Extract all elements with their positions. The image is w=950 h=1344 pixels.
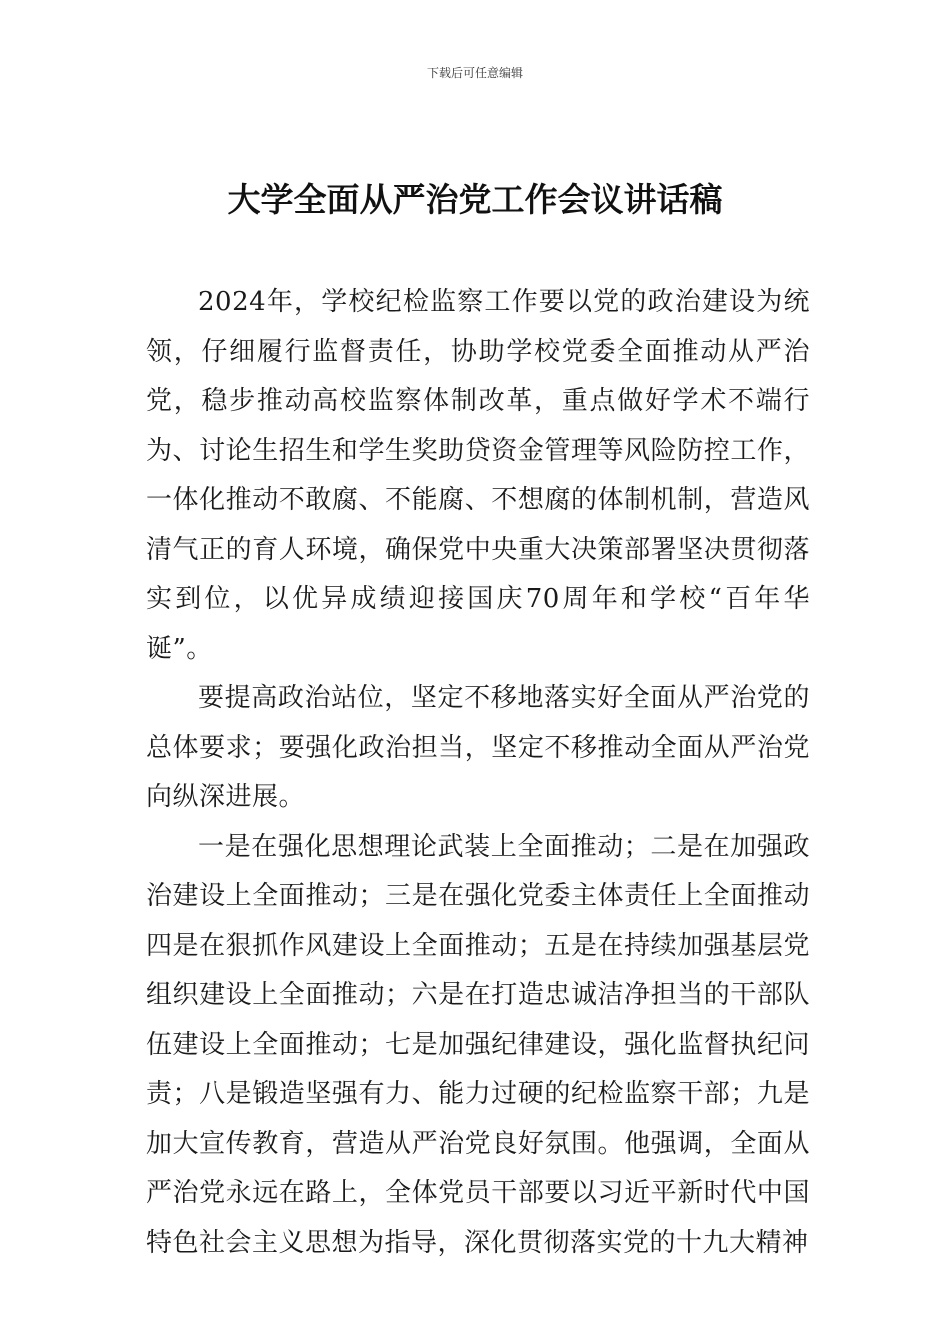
paragraph-1: 2024年，学校纪检监察工作要以党的政治建设为统领，仔细履行监督责任，协助学校党委全面推动从严治党，稳步推动高校监察体制改革，重点做好学术不端行为、讨论生招生和学生奖助贷资金管理等风险防控工作，一体化推动不敢腐、不能腐、不想腐的体制机制，营造风清气正的育人环境，确保党中央重大决策部署坚决贯彻落实到位，以优异成绩迎接国庆70周年和学校“百年华诞”。: [146, 287, 810, 664]
document-body: [146, 278, 810, 1268]
document-title: 大学全面从严治党工作会议讲话稿: [227, 180, 723, 219]
paragraph-2: 要提高政治站位，坚定不移地落实好全面从严治党的总体要求；要强化政治担当，坚定不移推动全面从严治党向纵深进展。: [146, 683, 810, 812]
paragraph-3: 一是在强化思想理论武装上全面推动；二是在加强政治建设上全面推动；三是在强化党委主体责任上全面推动四是在狠抓作风建设上全面推动；五是在持续加强基层党组织建设上全面推动；六是在打造忠诚洁净担当的干部队伍建设上全面推动；七是加强纪律建设，强化监督执纪问责；八是锻造坚强有力、能力过硬的纪检监察干部；九是加大宣传教育，营造从严治党良好氛围。他强调，全面从严治党永远在路上，全体党员干部要以习近平新时代中国特色社会主义思想为指导，深化贯彻落实党的十九大精神: [146, 831, 810, 1258]
download-note: 下载后可任意编辑: [426, 66, 523, 80]
